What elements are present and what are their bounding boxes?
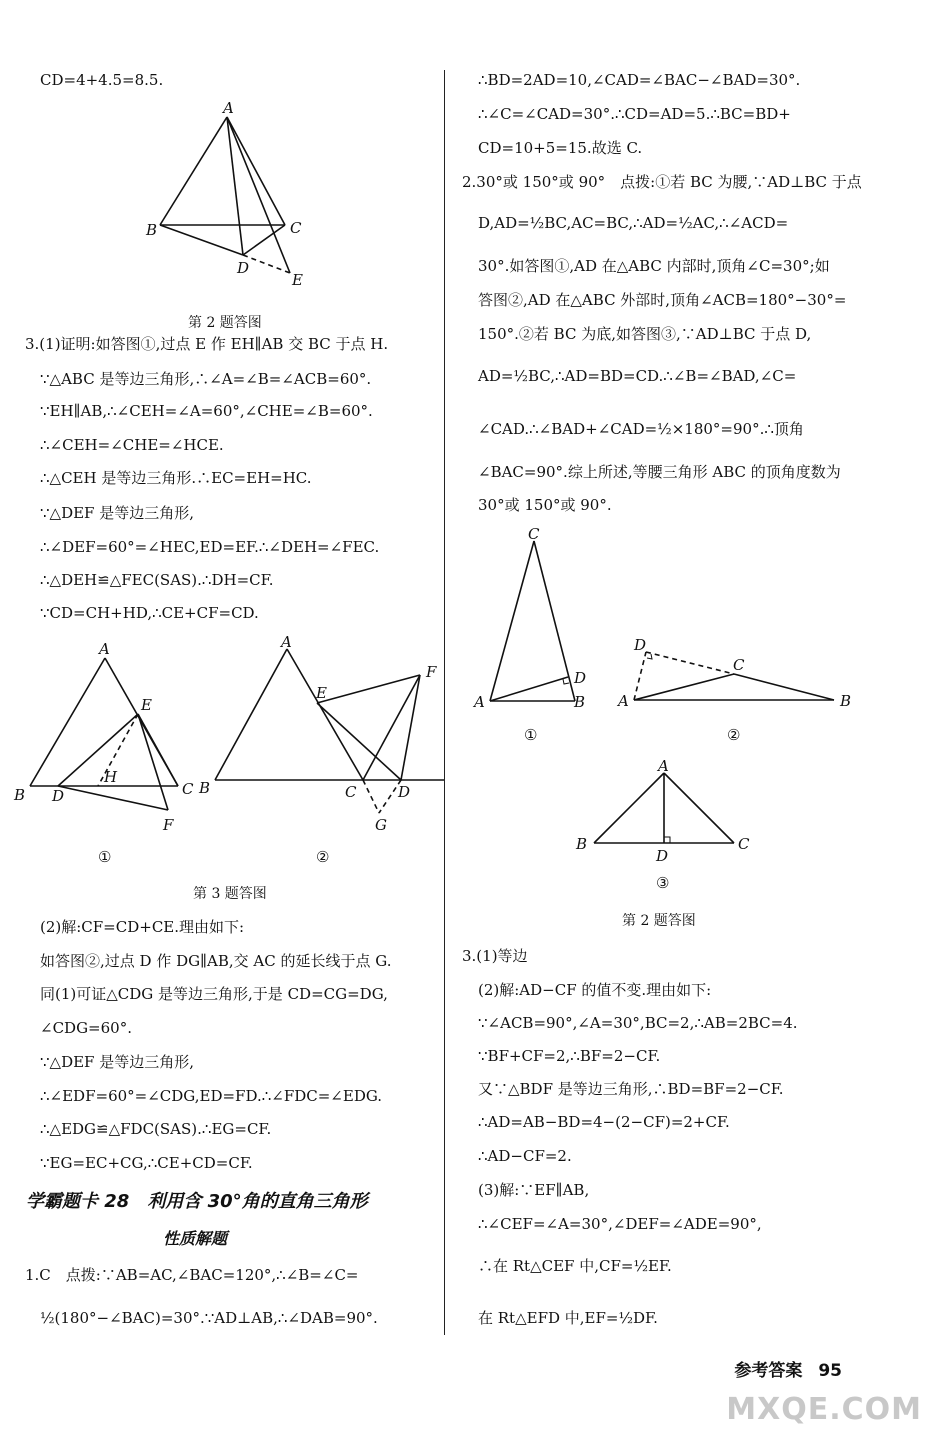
text-line: 1.C 点拨:∵AB=AC,∠BAC=120°,∴∠B=∠C= bbox=[25, 1266, 359, 1284]
text-line: ∴∠DEF=60°=∠HEC,ED=EF.∴∠DEH=∠FEC. bbox=[40, 538, 380, 556]
text-line: ∵△DEF 是等边三角形, bbox=[40, 504, 194, 522]
label-c: C bbox=[345, 783, 357, 801]
label-d: D bbox=[52, 787, 65, 805]
figure-number: ② bbox=[316, 848, 330, 866]
label-c: C bbox=[528, 525, 540, 543]
figure-caption: 第 2 题答图 bbox=[188, 315, 262, 331]
label-a: A bbox=[658, 757, 669, 775]
text-line: ∴△DEH≌△FEC(SAS).∴DH=CF. bbox=[40, 571, 274, 589]
text-line: ∠CAD.∴∠BAD+∠CAD=½×180°=90°.∴顶角 bbox=[478, 420, 804, 438]
text-line: ∴∠EDF=60°=∠CDG,ED=FD.∴∠FDC=∠EDG. bbox=[40, 1087, 383, 1105]
text-line: ∵CD=CH+HD,∴CE+CF=CD. bbox=[40, 604, 259, 622]
text-line: ∴∠CEF=∠A=30°,∠DEF=∠ADE=90°, bbox=[478, 1215, 762, 1233]
figure-q2-3 bbox=[570, 755, 760, 865]
figure-q2-answer bbox=[130, 95, 340, 295]
text-line: AD=½BC,∴AD=BD=CD.∴∠B=∠BAD,∠C= bbox=[478, 367, 797, 385]
label-e: E bbox=[292, 271, 303, 289]
label-f: F bbox=[426, 663, 437, 681]
label-b: B bbox=[574, 693, 586, 711]
section-subtitle: 性质解题 bbox=[163, 1229, 228, 1248]
label-f: F bbox=[163, 816, 174, 834]
text-line: ∴AD=AB−BD=4−(2−CF)=2+CF. bbox=[478, 1113, 730, 1131]
text-line: (2)解:AD−CF 的值不变.理由如下: bbox=[478, 981, 712, 999]
text-line: 同(1)可证△CDG 是等边三角形,于是 CD=CG=DG, bbox=[40, 985, 388, 1003]
text-line: ∴BD=2AD=10,∠CAD=∠BAC−∠BAD=30°. bbox=[478, 71, 801, 89]
page-footer bbox=[734, 1356, 842, 1381]
label-a: A bbox=[223, 99, 234, 117]
figure-q2-2 bbox=[612, 630, 862, 720]
text-line: CD=10+5=15.故选 C. bbox=[478, 139, 643, 157]
figure-caption: 第 3 题答图 bbox=[193, 886, 267, 902]
label-c: C bbox=[290, 219, 302, 237]
label-b: B bbox=[199, 779, 211, 797]
text-line: ∵BF+CF=2,∴BF=2−CF. bbox=[478, 1047, 661, 1065]
label-d: D bbox=[237, 259, 250, 277]
text-line: 30°或 150°或 90°. bbox=[478, 496, 612, 514]
text-line: ∴∠CEH=∠CHE=∠HCE. bbox=[40, 436, 224, 454]
text-line: 答图②,AD 在△ABC 外部时,顶角∠ACB=180°−30°= bbox=[478, 291, 847, 309]
text-line: ∴在 Rt△CEF 中,CF=½EF. bbox=[478, 1257, 672, 1275]
text-line: ∴△CEH 是等边三角形.∴EC=EH=HC. bbox=[40, 469, 312, 487]
figure-number: ③ bbox=[656, 874, 670, 892]
label-d: D bbox=[574, 669, 587, 687]
figure-caption: 第 2 题答图 bbox=[622, 913, 696, 929]
label-a: A bbox=[618, 692, 629, 710]
figure-q2-1 bbox=[468, 525, 598, 720]
label-g: G bbox=[375, 816, 387, 834]
figure-number: ① bbox=[98, 848, 112, 866]
text-line: 又∵△BDF 是等边三角形,∴BD=BF=2−CF. bbox=[478, 1080, 784, 1098]
text-line: ∠CDG=60°. bbox=[40, 1019, 132, 1037]
footer-label: 参考答案 bbox=[734, 1361, 803, 1381]
label-c: C bbox=[182, 780, 194, 798]
text-line: CD=4+4.5=8.5. bbox=[40, 71, 164, 89]
watermark: MXQE.COM bbox=[726, 1392, 922, 1427]
label-a: A bbox=[99, 640, 110, 658]
section-title: 学霸题卡 28 利用含 30°角的直角三角形 bbox=[26, 1191, 368, 1212]
text-line: 3.(1)等边 bbox=[462, 947, 528, 965]
page-number: 95 bbox=[818, 1361, 842, 1381]
text-line: ∵EH∥AB,∴∠CEH=∠A=60°,∠CHE=∠B=60°. bbox=[40, 402, 373, 420]
text-line: ∴△EDG≌△FDC(SAS).∴EG=CF. bbox=[40, 1120, 272, 1138]
text-line: ½(180°−∠BAC)=30°.∵AD⊥AB,∴∠DAB=90°. bbox=[40, 1309, 378, 1327]
text-line: 150°.②若 BC 为底,如答图③,∵AD⊥BC 于点 D, bbox=[478, 325, 812, 343]
label-d: D bbox=[398, 783, 411, 801]
figure-number: ② bbox=[727, 726, 741, 744]
label-e: E bbox=[316, 684, 327, 702]
text-line: D,AD=½BC,AC=BC,∴AD=½AC,∴∠ACD= bbox=[478, 214, 789, 232]
label-d: D bbox=[656, 847, 669, 865]
label-a: A bbox=[281, 635, 292, 651]
text-line: 在 Rt△EFD 中,EF=½DF. bbox=[478, 1309, 658, 1327]
figure-q3-answer-1 bbox=[10, 638, 210, 838]
text-line: ∵EG=EC+CG,∴CE+CD=CF. bbox=[40, 1154, 253, 1172]
label-c: C bbox=[738, 835, 750, 853]
label-b: B bbox=[14, 786, 26, 804]
label-e: E bbox=[141, 696, 152, 714]
text-line: (3)解:∵EF∥AB, bbox=[478, 1181, 590, 1199]
label-d: D bbox=[634, 636, 647, 654]
label-b: B bbox=[840, 692, 852, 710]
label-c: C bbox=[733, 656, 745, 674]
label-b: B bbox=[576, 835, 588, 853]
figure-number: ① bbox=[524, 726, 538, 744]
label-b: B bbox=[146, 221, 158, 239]
text-line: 3.(1)证明:如答图①,过点 E 作 EH∥AB 交 BC 于点 H. bbox=[25, 335, 389, 353]
text-line: ∵∠ACB=90°,∠A=30°,BC=2,∴AB=2BC=4. bbox=[478, 1014, 798, 1032]
text-line: (2)解:CF=CD+CE.理由如下: bbox=[40, 918, 245, 936]
text-line: ∠BAC=90°.综上所述,等腰三角形 ABC 的顶角度数为 bbox=[478, 463, 841, 481]
text-line: ∴∠C=∠CAD=30°.∴CD=AD=5.∴BC=BD+ bbox=[478, 105, 791, 123]
text-line: 如答图②,过点 D 作 DG∥AB,交 AC 的延长线于点 G. bbox=[40, 952, 392, 970]
text-line: ∵△ABC 是等边三角形,∴∠A=∠B=∠ACB=60°. bbox=[40, 370, 372, 388]
text-line: ∴AD−CF=2. bbox=[478, 1147, 572, 1165]
column-divider bbox=[444, 70, 445, 1335]
label-h: H bbox=[104, 768, 118, 786]
text-line: 2.30°或 150°或 90° 点拨:①若 BC 为腰,∵AD⊥BC 于点 bbox=[462, 173, 862, 191]
figure-q3-answer-2 bbox=[195, 635, 445, 840]
text-line: 30°.如答图①,AD 在△ABC 内部时,顶角∠C=30°;如 bbox=[478, 257, 830, 275]
text-line: ∵△DEF 是等边三角形, bbox=[40, 1053, 194, 1071]
label-a: A bbox=[474, 693, 485, 711]
